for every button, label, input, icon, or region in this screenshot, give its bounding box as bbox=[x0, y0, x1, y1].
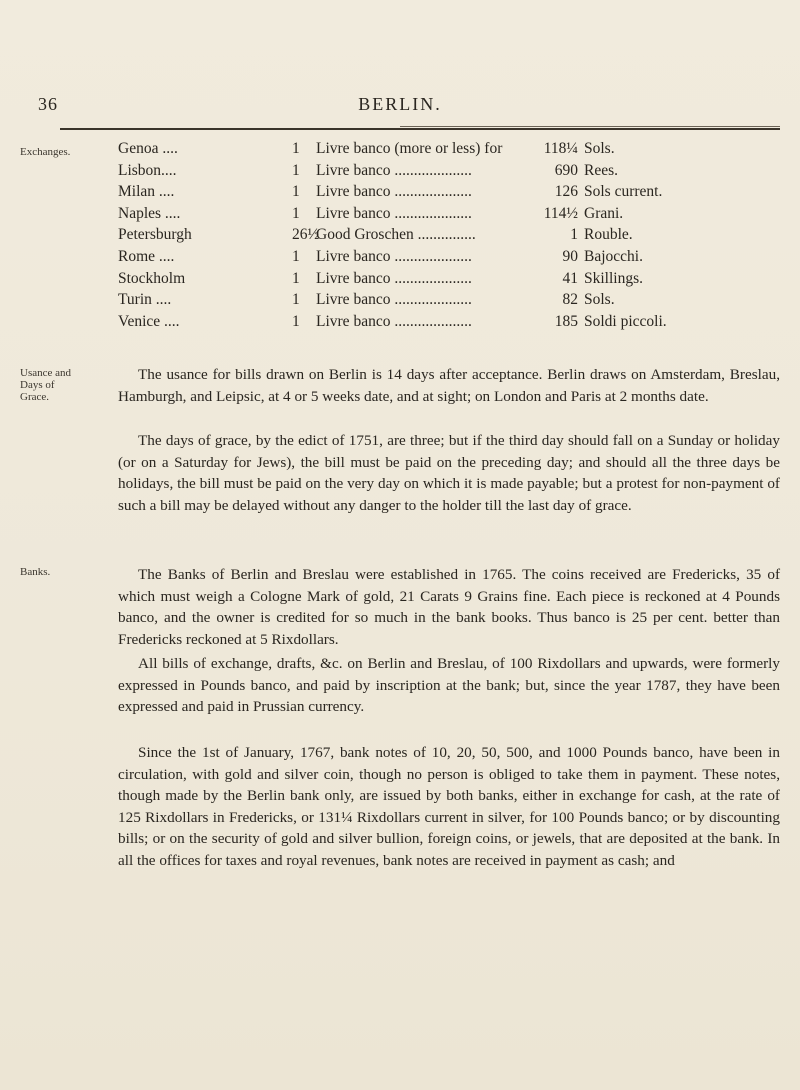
exchange-unit: Rouble. bbox=[584, 226, 633, 244]
exchange-row bbox=[118, 291, 778, 313]
exchange-description: Livre banco .................... bbox=[316, 269, 472, 287]
exchange-city: Naples .... bbox=[118, 204, 181, 222]
sidenote-usance: Usance and Days of Grace. bbox=[20, 367, 72, 403]
exchange-unit: Skillings. bbox=[584, 269, 644, 287]
exchange-city: Petersburgh bbox=[118, 226, 192, 244]
exchange-city: Stockholm bbox=[118, 269, 186, 287]
exchange-amount: 1 bbox=[292, 269, 300, 287]
exchange-unit: Bajocchi. bbox=[584, 247, 643, 265]
exchange-city: Milan .... bbox=[118, 183, 175, 201]
exchange-amount: 1 bbox=[292, 140, 300, 157]
exchange-city: Turin .... bbox=[118, 291, 172, 309]
exchange-city: Rome .... bbox=[118, 247, 175, 265]
page-number: 36 bbox=[38, 94, 58, 114]
exchange-unit: Grani. bbox=[584, 204, 624, 222]
exchange-value: 118¼ bbox=[543, 140, 578, 157]
exchange-city: Venice .... bbox=[118, 312, 180, 330]
exchange-unit: Sols. bbox=[584, 291, 615, 309]
exchange-row bbox=[118, 226, 778, 248]
exchange-description: Livre banco .................... bbox=[316, 247, 472, 265]
exchange-description: Livre banco .................... bbox=[316, 161, 472, 179]
exchange-value: 1 bbox=[570, 226, 578, 244]
exchange-unit: Sols current. bbox=[584, 183, 663, 201]
exchange-description: Livre banco .................... bbox=[316, 204, 472, 222]
running-head bbox=[0, 94, 800, 118]
exchange-value: 126 bbox=[554, 183, 578, 201]
exchange-row bbox=[118, 205, 778, 227]
exchange-city: Lisbon.... bbox=[118, 161, 177, 179]
exchange-description: Livre banco .................... bbox=[316, 183, 472, 201]
exchange-amount: 1 bbox=[292, 161, 300, 179]
paragraph-usance: The usance for bills drawn on Berlin is 14 days after acceptance. Berlin draws on Amsterdam, Breslau, Hamburgh, and Leipsic, at 4 or 5 weeks date, and at sight; on London and Paris at 2 months date. bbox=[118, 366, 780, 405]
exchange-amount: 1 bbox=[292, 183, 300, 201]
exchange-row bbox=[118, 162, 778, 184]
exchange-row bbox=[118, 313, 778, 335]
exchange-value: 185 bbox=[554, 312, 578, 330]
exchange-amount: 1 bbox=[292, 291, 300, 309]
exchange-table bbox=[118, 140, 778, 334]
header-rule bbox=[60, 128, 780, 130]
exchange-description: Good Groschen ............... bbox=[316, 226, 476, 244]
exchange-unit: Sols. bbox=[584, 140, 615, 157]
paragraph-banks-bills: All bills of exchange, drafts, &c. on Berlin and Breslau, of 100 Rixdollars and upwards, were formerly expressed in Pounds banco, and paid by inscription at the bank; but, since the year 1787, they have been expressed and paid in Prussian currency. bbox=[118, 655, 780, 715]
header-rule-thin bbox=[400, 126, 780, 127]
exchange-value: 114½ bbox=[543, 204, 578, 222]
paragraph-banks-established: The Banks of Berlin and Breslau were established in 1765. The coins received are Fredericks, 35 of which must weigh a Cologne Mark of gold, 21 Carats 9 Grains fine. Each piece is reckoned at 4 Pounds banco, and the owner is credited for so much in the bank books. Thus banco is 25 per cent. better than Fredericks reckoned at 5 Rixdollars. bbox=[118, 566, 780, 648]
exchange-row bbox=[118, 140, 778, 162]
exchange-amount: 1 bbox=[292, 247, 300, 265]
paragraph-bank-notes: Since the 1st of January, 1767, bank notes of 10, 20, 50, 500, and 1000 Pounds banco, have been in circulation, with gold and silver coin, though no person is obliged to take them in payment. These notes, though made by the Berlin bank only, are issued by both banks, either in exchange for cash, at the rate of 125 Rixdollars in Fredericks, or 131¼ Rixdollars current in silver, for 100 Pounds banco; or by discounting bills; or on the security of gold and silver bullion, foreign coins, or jewels, that are deposited at the bank. In all the offices for taxes and royal revenues, bank notes are received in payment as cash; and bbox=[118, 744, 780, 869]
exchange-amount: 1 bbox=[292, 204, 300, 222]
exchange-description: Livre banco (more or less) for bbox=[316, 140, 503, 157]
page-title: BERLIN. bbox=[358, 94, 442, 114]
exchange-value: 41 bbox=[562, 269, 578, 287]
exchange-description: Livre banco .................... bbox=[316, 291, 472, 309]
sidenote-exchanges: Exchanges. bbox=[20, 146, 71, 158]
sidenote-banks: Banks. bbox=[20, 566, 51, 578]
exchange-value: 90 bbox=[562, 247, 578, 265]
exchange-row bbox=[118, 248, 778, 270]
exchange-unit: Rees. bbox=[584, 161, 619, 179]
exchange-row bbox=[118, 270, 778, 292]
exchange-description: Livre banco .................... bbox=[316, 312, 472, 330]
exchange-value: 690 bbox=[554, 161, 578, 179]
exchange-row bbox=[118, 183, 778, 205]
exchange-amount: 26½ bbox=[292, 226, 320, 244]
exchange-value: 82 bbox=[562, 291, 578, 309]
exchange-city: Genoa .... bbox=[118, 140, 178, 157]
exchange-unit: Soldi piccoli. bbox=[584, 312, 667, 330]
paragraph-days-of-grace: The days of grace, by the edict of 1751, are three; but if the third day should fall on a Sunday or holiday (or on a Saturday for Jews), the bill must be paid on the preceding day; and should all the three days be holidays, the bill must be paid on the very day on which it is made payable; but a protest for non-payment of such a bill may be delayed without any danger to the holder till the last day of grace. bbox=[118, 432, 780, 514]
exchange-amount: 1 bbox=[292, 312, 300, 330]
